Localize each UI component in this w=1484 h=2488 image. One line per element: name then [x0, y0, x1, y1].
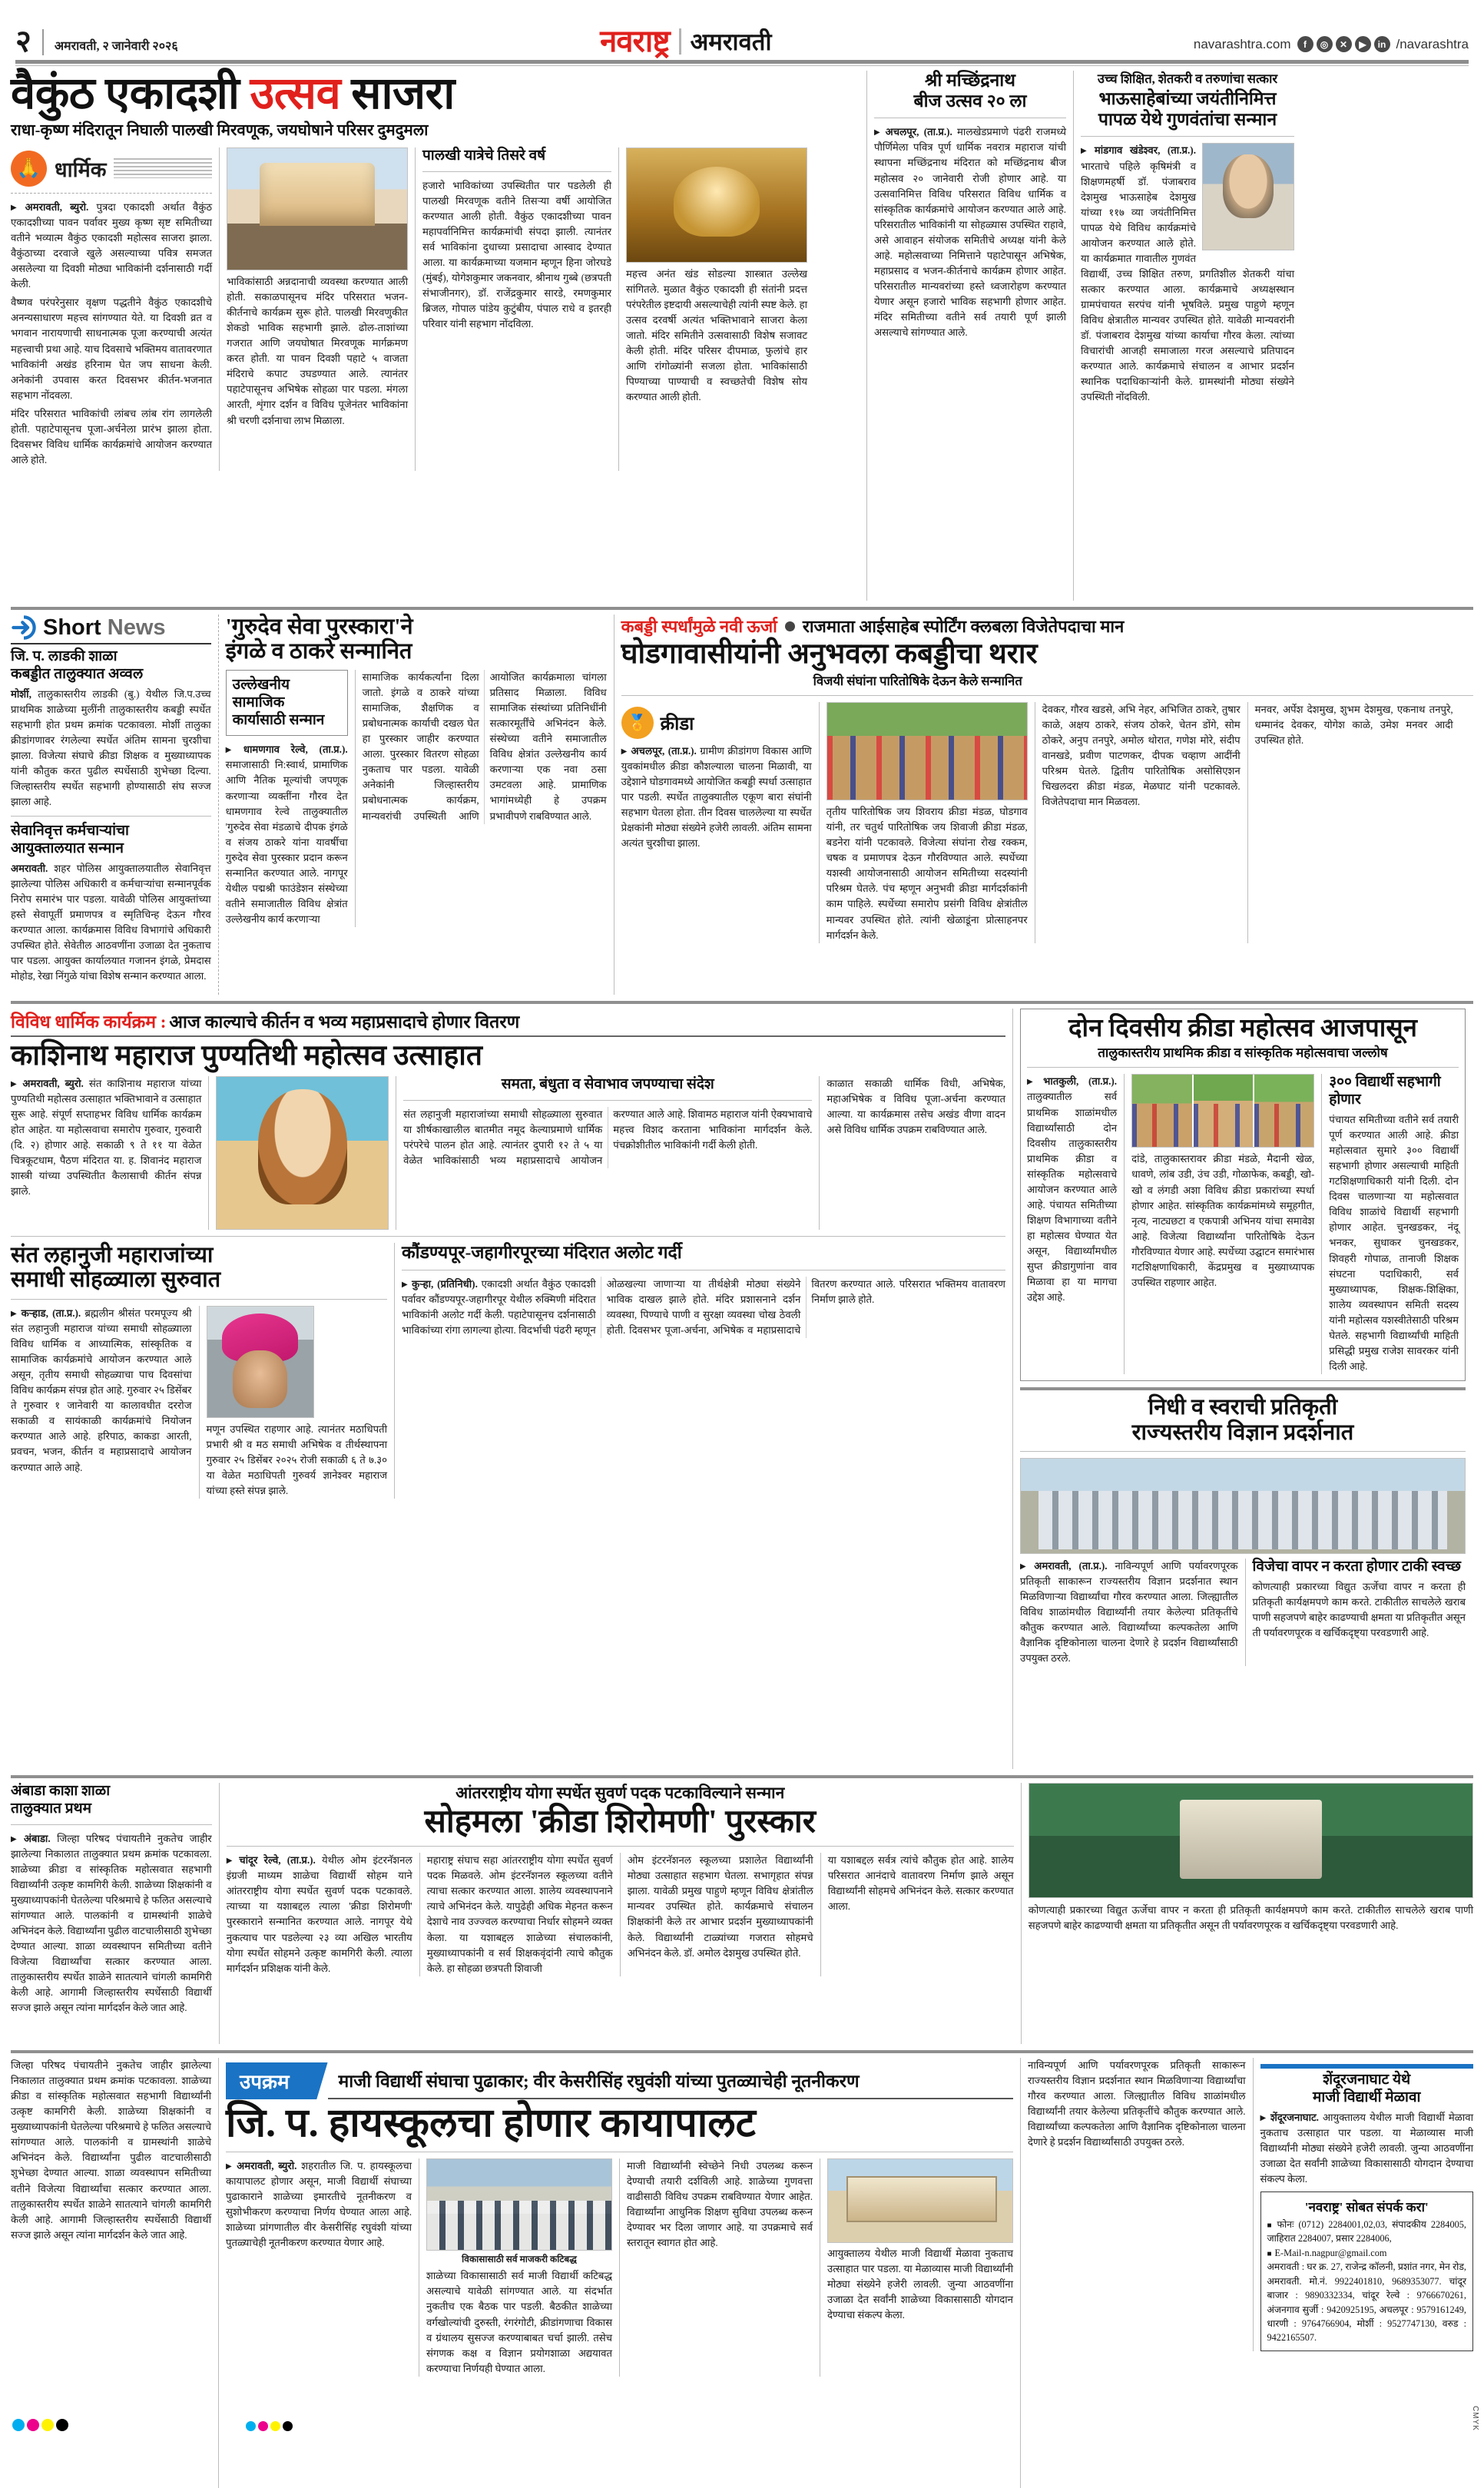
- sports-fest-col-photo: [1131, 1074, 1314, 1374]
- sn-item2-dateline: अमरावती.: [11, 862, 48, 874]
- lead-headline: [11, 68, 860, 118]
- sports-fest-title: दोन दिवसीय क्रीडा महोत्सव आजपासून: [1068, 1015, 1417, 1042]
- sn-item2-body: [11, 861, 211, 985]
- lead-col-d: [626, 147, 807, 471]
- yoga-story: [227, 1783, 1014, 2044]
- kaundanyapur-text: एकादशी अर्थात वैकुंठ एकादशी पर्वावर कौंडण्यपूर-जहागीरपूर येथील रुक्मिणी मंदिरात भाविकांनी अलोट गर्दी केली. पहाटेपासूनच दर्शनासाठी भाविकांच्या रांगा लागल्या होत्या. विदर्भाची पंढरी म्हणून ओळखल्या जाणाऱ्या या तीर्थक्षेत्री मोठ्या संख्येने भाविक दाखल झाले होते. मंदिर प्रशासनाने दर्शन व्यवस्था, पिण्याचे पाणी व सुरक्षा व्यवस्था चोख ठेवली होती. दिवसभर पूजा-अर्चना, अभिषेक व महाप्रसादाचे वितरण करण्यात आले. परिसरात भक्तिमय वातावरण निर्माण झाले होते.: [402, 1277, 1005, 1336]
- social-icons: [1297, 36, 1390, 52]
- section-sep-2: [1073, 71, 1074, 601]
- yoga-sep-3: [820, 1853, 821, 1976]
- bottom-right-sep: [1253, 2058, 1254, 2351]
- lead-photo-caption: पालखी यात्रेचे तिसरे वर्ष: [422, 147, 546, 164]
- facebook-icon[interactable]: f: [1297, 36, 1313, 52]
- science-title-2: राज्यस्तरीय विज्ञान प्रदर्शनात: [1131, 1420, 1354, 1445]
- sports-fest-body-left: [1027, 1074, 1117, 1305]
- initiative-col-photo: [426, 2158, 612, 2377]
- science-story: [1020, 1395, 1466, 1666]
- lead-body-c: हजारो भाविकांच्या उपस्थितीत पार पडलेली ही पालखी मिरवणूक वतीने तिसऱ्या वर्षी आयोजित करण्यात आली होती. वैकुंठ एकादशीच्या पावन महापर्वानिमित्त कार्यक्रमांची संपदा झाली. त्यानंतर सर्व भाविकांना दुधाच्या प्रसादाचा आस्वाद देण्यात आला. या कार्यक्रमाच्या यजमान म्हणून हिना जोरघडे (मुंबई), योगेशकुमार जकनवार, श्रीनाथ गुब्बे (छत्रपती संभाजीनगर), डॉ. राजेंद्रकुमार सारडे, रमणकुमार ब्रिजल, गोपाल पांडेय कुटुंबीय, पंपाल राधे व इतरही परिवार यांनी सहभाग नोंदविला.: [422, 179, 611, 330]
- kabaddi-kicker-red: कबड्डी स्पर्धांमुळे नवी ऊर्जा: [621, 617, 777, 636]
- yoga-sep-1: [419, 1853, 420, 1976]
- initiative-body-extra: आयुक्तालय येथील माजी विद्यार्थी मेळावा नुकताच उत्साहात पार पडला. या मेळाव्यास माजी विद्यार्थ्यांनी मोठ्या संख्येने हजेरी लावली. जुन्या आठवणींना उजाळा देत सर्वांनी शाळेच्या विकासासाठी योगदान देण्याचा संकल्प केला.: [827, 2248, 1013, 2321]
- award-dateline: ▶ धामणगाव रेल्वे, (ता.प्र.).: [226, 744, 348, 755]
- sn-item1-title-1: जि. प. लाडकी शाळा: [11, 648, 118, 664]
- lead-body-1: पुत्रदा एकादशी अर्थात वैकुंठ एकादशीच्या पावन पर्वावर मुख्य कृष्ण सृष्ट समितीच्या वतीने भव्यात्म वैकुंठ एकादशी महोत्सव साजरा झाला. वैकुंठाच्या दरवाजे खुले असल्याच्या पवित्र समजत असलेल्या या दिवशी मोठ्या भाविकांनी दर्शनासाठी गर्दी केली.: [11, 200, 212, 290]
- rule-after-third: [11, 1775, 1473, 1778]
- kaundanyapur-title: कौंडण्यपूर-जहागीरपूरच्या मंदिरात अलोट गर्दी: [402, 1242, 682, 1262]
- kaundanyapur-body: [402, 1277, 1005, 1338]
- machhindranath-dateline: ▶ अचलपूर, (ता.प्र.).: [874, 126, 952, 137]
- sn-item1-body: [11, 687, 211, 810]
- yoga-headline: [227, 1805, 1014, 1840]
- kabaddi-body-right: देवकर, गौरव खडसे, अभि नेहर, अभिजित ठाकरे, तुषार काळे, अक्षय ठाकरे, संजय ठोकरे, चेतन डोंगे, सोम ठोकरे, अनुप तनपुरे, अमोल थोरात, गणेश मोरे, संदीप वानखडे, प्रवीण पाटणकर, दीपक चव्हाण आदींनी परिश्रम घेतले. द्वितीय पारितोषिक असोसिएशन चिखलदरा क्रीडा मंडळ, मेळघाट यांनी पटकावले. विजेतेपदाचा मान मिळवला.: [1042, 704, 1241, 808]
- square-bullet-icon-2: [1267, 2248, 1275, 2258]
- lead-col-c: [422, 147, 611, 471]
- melava-dateline: ▶ शेंदूरजनाघाट.: [1260, 2112, 1319, 2123]
- melava-body: [1260, 2110, 1474, 2187]
- initiative-body-right: माजी विद्यार्थ्यांनी स्वेच्छेने निधी उपलब्ध करून देण्याची तयारी दर्शविली आहे. शाळेच्या गुणवत्ता वाढीसाठी विविध उपक्रम राबविण्यात येणार आहेत. विद्यार्थ्यांना आधुनिक शिक्षण सुविधा उपलब्ध करून देण्यावर भर दिला जाणार आहे. या उपक्रमाचे सर्व स्तरातून स्वागत होत आहे.: [627, 2160, 813, 2249]
- ambada-title-2: तालुक्यात प्रथम: [11, 1800, 92, 1817]
- ambada-text: जिल्हा परिषद पंचायतीने नुकतेच जाहीर झालेल्या निकालात तालुक्यात प्रथम क्रमांक पटकावला. शाळेच्या क्रीडा व सांस्कृतिक महोत्सवात सहभागी विद्यार्थ्यांनी उत्कृष्ट कामगिरी केली. शाळेच्या शिक्षकांनी व मुख्याध्यापकांनी घेतलेल्या परिश्रमाचे हे फलित असल्याचे सांगण्यात आले. पालकांनी व ग्रामस्थांनी शाळेचे अभिनंदन केले. विद्यार्थ्यांना पुढील वाटचालीसाठी शुभेच्छा देण्यात आल्या. शाळा व्यवस्थापन समितीच्या वतीने विजेत्या विद्यार्थ्यांचा सत्कार करण्यात आला. तालुकास्तरीय स्पर्धेत शाळेने सातत्याने चांगली कामगिरी केली आहे. आगामी जिल्हास्तरीय स्पर्धेसाठी विद्यार्थी सज्ज झाले असून त्यांना मार्गदर्शन केले जात आहे.: [11, 1832, 212, 2014]
- award-box-l1: उल्लेखनीय: [232, 676, 290, 693]
- award-title-2: इंगळे व ठाकरे सन्मानित: [225, 639, 412, 664]
- award-title-1: 'गुरुदेव सेवा पुरस्कारा'ने: [225, 615, 413, 639]
- masthead: [11, 0, 1473, 58]
- rel-sep-5: [11, 1236, 1005, 1237]
- lahanuji-dateline: ▶ कऱ्हाड, (ता.प्र.).: [11, 1307, 81, 1319]
- religious-col-body: [403, 1076, 812, 1230]
- short-news-word1: Short: [43, 615, 101, 640]
- col-sep-1: [219, 147, 220, 471]
- lead-subhead: राधा-कृष्ण मंदिरातून निघाली पालखी मिरवणूक, जयघोषाने परिसर दुमदुमला: [11, 122, 429, 140]
- cmyk-label: CMYK: [1471, 2406, 1479, 2431]
- religious-body-mid: संत लहानुजी महाराजांच्या समाधी सोहळ्याला सुरुवात या शीर्षकाखालील बातमीत नमूद केल्याप्रमाणे धार्मिक परंपरेचे पालन होत आहे. त्यानंतर दुपारी १२ ते ५ या वेळेत भाविकांसाठी भव्य महाप्रसादाचे आयोजन करण्यात आले आहे. शिवामठ महाराज यांनी ऐक्यभावाचे महत्त्व विशद करताना भाविकांना मार्गदर्शन केले. पंचक्रोशीतील भाविकांनी गर्दी केली होती.: [403, 1108, 813, 1166]
- school-building-photo: [827, 2158, 1013, 2243]
- sports-fest-text-left: तालुक्यातील सर्व प्राथमिक शाळांमधील विद्यार्थ्यांसाठी दोन दिवसीय तालुकास्तरीय प्राथमिक क्रीडा व सांस्कृतिक महोत्सवाचे आयोजन करण्यात आले आहे. पंचायत समितीच्या शिक्षण विभागाच्या वतीने हा महोत्सव घेण्यात येत असून, विद्यार्थ्यांमधील सुप्त क्रीडागुणांना वाव मिळावा हा या मागचा उद्देश आहे.: [1027, 1091, 1118, 1304]
- award-box: [226, 670, 348, 736]
- dateline-header: अमरावती, २ जानेवारी २०२६: [54, 40, 178, 53]
- science-model-block: [1029, 1783, 1473, 2044]
- jayanti-text: भारताचे पहिले कृषिमंत्री व शिक्षणमहर्षी डॉ. पंजाबराव देशमुख भाऊसाहेब देशमुख यांच्या ११७ व्या जयंतीनिमित्त पापळ येथे विविध कार्यक्रमांचे आयोजन करण्यात आले होते. या कार्यक्रमात गावातील गुणवंत विद्यार्थी, उच्च शिक्षित तरुण, प्रगतिशील शेतकरी यांचा सत्कार करण्यात आला. कार्यक्रमाचे अध्यक्षस्थान ग्रामपंचायत सरपंच यांनी भूषविले. प्रमुख पाहुणे म्हणून विविध क्षेत्रातील मान्यवर उपस्थित होते. यावेळी मान्यवरांनी डॉ. पंजाबराव देशमुख यांच्या कार्याचा गौरव केला. त्यांच्या विचारांची आजही समाजाला गरज असल्याचे प्रतिपादन करण्यात आले. कार्यक्रमाचे संचालन व आभार प्रदर्शन स्थानिक पदाधिकाऱ्यांनी केले. ग्रामस्थांनी मोठ्या संख्येने उपस्थिती नोंदविली.: [1081, 160, 1294, 403]
- kabaddi-body-left: [621, 744, 812, 851]
- social-handle: /navarashtra: [1396, 36, 1469, 51]
- yoga-col-a: [227, 1853, 412, 1976]
- initiative-badge: उपक्रम: [226, 2062, 308, 2099]
- brand-name: नवराष्ट्र: [600, 25, 670, 58]
- jayanti-title-2: पापळ येथे गुणवंतांचा सन्मान: [1098, 109, 1277, 129]
- award-sep: [355, 670, 356, 927]
- right-column-third: [1020, 1009, 1466, 1769]
- instagram-icon[interactable]: ◎: [1317, 36, 1333, 52]
- lahanuji-col-a: [11, 1306, 192, 1499]
- bullet-dot-icon: [785, 621, 795, 631]
- second-section: [11, 615, 1473, 995]
- science-dateline: ▶ अमरावती, (ता.प्र.).: [1020, 1560, 1108, 1572]
- contact-email: [1267, 2246, 1467, 2260]
- lahanuji-title-1: संत लहानुजी महाराजांच्या: [11, 1242, 214, 1267]
- religious-tag-red: विविध धार्मिक कार्यक्रम :: [11, 1012, 167, 1032]
- cmyk2-black: [283, 2421, 293, 2431]
- cmyk-registration-marks: [12, 2419, 68, 2431]
- lead-dateline: ▶ अमरावती, ब्युरो.: [11, 201, 88, 213]
- sports-fest-col-right: [1329, 1074, 1459, 1374]
- bottom-section: [11, 2058, 1473, 2488]
- sf-sep-2: [1321, 1074, 1322, 1374]
- top-section: [11, 68, 1473, 601]
- religious-dateline: ▶ अमरावती, ब्युरो.: [11, 1078, 84, 1089]
- yoga-dateline: ▶ चांदूर रेल्वे, (ता.प्र.).: [227, 1854, 316, 1866]
- science-sub-title: विजेचा वापर न करता होणार टाकी स्वच्छ: [1252, 1558, 1461, 1575]
- initiative-body-mid: शाळेच्या विकासासाठी सर्व माजी विद्यार्थी कटिबद्ध असल्याचे यावेळी सांगण्यात आले. या संदर्भात नुकतीच एक बैठक पार पडली. बैठकीत शाळेच्या वर्गखोल्यांची दुरुस्ती, रंगरंगोटी, क्रीडांगणाचा विकास व ग्रंथालय सुसज्ज करण्याबाबत चर्चा झाली. तसेच संगणक कक्ष व विज्ञान प्रयोगशाळा अद्ययावत करण्याचा निर्णयही घेण्यात आला.: [426, 2270, 612, 2374]
- award-body-left: [226, 742, 348, 927]
- science-sub-body: कोणत्याही प्रकारच्या विद्युत ऊर्जेचा वापर न करता ही प्रतिकृती कार्यक्षमपणे काम करते. टाकीतील साचलेले खराब पाणी सहजपणे बाहेर काढण्याची क्षमता या प्रतिकृतीत असून ती पर्यावरणपूरक व खर्चिकदृष्ट्या परवडणारी आहे.: [1252, 1580, 1466, 1638]
- page-number: २: [15, 25, 31, 58]
- kabaddi-kicker-black: राजमाता आईसाहेब स्पोर्टिंग क्लबला विजेतेपदाचा मान: [802, 617, 1125, 636]
- initiative-dateline: ▶ अमरावती, ब्युरो.: [226, 2160, 296, 2172]
- contact-phone: [1267, 2218, 1467, 2246]
- machhindranath-body: [874, 124, 1066, 340]
- yoga-col-b: [427, 1853, 613, 1976]
- yoga-text-left: येथील ओम इंटरनॅशनल इंग्रजी माध्यम शाळेचा विद्यार्थी सोहम याने आंतरराष्ट्रीय योगा स्पर्धेत सुवर्ण पदक पटकावले. त्याच्या या यशाबद्दल त्याला 'क्रीडा शिरोमणी' पुरस्काराने सन्मानित करण्यात आले. नागपूर येथे नुकत्याच पार पडलेल्या २३ व्या अखिल भारतीय योगा स्पर्धेत सोहमने उत्कृष्ट कामगिरी केली. त्याला मार्गदर्शन प्रशिक्षक यांनी केले.: [226, 1854, 412, 1974]
- init-sep-2: [619, 2158, 620, 2377]
- religious-col-a: [11, 1076, 201, 1230]
- kabaddi-body-far: मनवर, अर्पेश देशमुख, शुभम देशमुख, एकनाथ तनपुरे, धम्मानंद देवकर, योगेश काळे, उमेश मनवर आदी उपस्थित होते.: [1254, 704, 1453, 747]
- initiative-headline: जि. प. हायस्कूलचा होणार कायापालट: [226, 2102, 756, 2145]
- science-body: [1020, 1559, 1238, 1666]
- lahanuji-col-b: [207, 1306, 388, 1499]
- lead-headline-part1: वैकुंठ एकादशी: [11, 68, 250, 118]
- initiative-text-left: शहरातील जि. प. हायस्कूलचा कायापालट होणार असून, माजी विद्यार्थी संघाच्या पुढाकाराने शाळेच्या इमारतीचे नूतनीकरण व सुशोभीकरण करण्याचा निर्णय घेण्यात आला आहे. शाळेच्या प्रांगणातील वीर केसरीसिंह रघुवंशी यांच्या पुतळ्याचेही नूतनीकरण करण्यात येणार आहे.: [226, 2160, 412, 2249]
- sn-item2-title-1: सेवानिवृत्त कर्मचाऱ्यांचा: [11, 823, 129, 840]
- lahanuji-body2: मणून उपस्थित राहणार आहे. त्यानंतर मठाधिपती प्रभारी श्री व मठ समाधी अभिषेक व तीर्थस्थापना गुरुवार २५ डिसेंबर २०२५ रोजी सकाळी ६ ते ७.३० या वेळेत मठाधिपती गुरुवर्य ज्ञानेश्वर महाराज यांच्या हस्ते संपन्न झाले.: [206, 1423, 387, 1497]
- award-box-l3: कार्यासाठी सन्मान: [232, 711, 325, 728]
- kaund-sep: [402, 1270, 1005, 1271]
- lahanuji-title-2: समाधी सोहळ्याला सुरुवात: [11, 1267, 221, 1293]
- short-news-label: [43, 615, 166, 641]
- maharaj-turban-photo: [207, 1306, 314, 1418]
- melava-left: [1028, 2058, 1246, 2351]
- kabaddi-col-photo: [826, 702, 1028, 943]
- lead-body-d: महत्त्व अनंत खंड सोडल्या शास्त्रात उल्लेख सांगितले. मुळात वैकुंठ एकादशी ही संतांनी प्रदत्त परंपरेतील इष्टदायी असल्याचेही त्यांनी स्पष्ट केले. हा उत्सव दरवर्षी अत्यंत भक्तिभावाने साजरा केला जातो. मंदिर समितीने उत्सवासाठी विशेष सजावट केली होती. मंदिर परिसर दीपमाळ, फुलांचे हार आणि रांगोळ्यांनी सजला होता. भाविकांसाठी पिण्याच्या पाण्याची व स्वच्छतेची विशेष सोय करण्यात आली होती.: [626, 267, 807, 403]
- sn-item1-title-2: कबड्डीत तालुक्यात अव्वल: [11, 665, 144, 682]
- machhindranath-title-1: श्री मच्छिंद्रनाथ: [925, 71, 1015, 90]
- yoga-headline-p1: सोहमला: [424, 1804, 530, 1840]
- badge-decor-lines: [114, 158, 212, 178]
- religious-body-left: [11, 1076, 201, 1200]
- kabaddi-text-left: ग्रामीण क्रीडांगण विकास आणि युवकांमधील क्रीडा कौशल्याला चालना मिळावी, या उद्देशाने घोडगावमध्ये आयोजित कबड्डी स्पर्धा उत्साहात पार पडली. स्पर्धेत तालुक्यातील एकूण बारा संघांनी सहभाग घेतला होता. तीन दिवस चाललेल्या या स्पर्धेत प्रेक्षकांनी मोठ्या संख्येने हजेरी लावली. अंतिम सामना अत्यंत चुरशीचा झाला.: [621, 745, 812, 850]
- sports-fest-body-right: पंचायत समितीच्या वतीने सर्व तयारी पूर्ण करण्यात आली आहे. क्रीडा महोत्सवात सुमारे ३०० विद्यार्थी सहभागी होणार असल्याची माहिती गटशिक्षणाधिकारी यांनी दिली. दोन दिवस चालणाऱ्या या महोत्सवात विविध शाळांचे विद्यार्थी सहभागी होणार आहेत. चुनखडकर, नंदू भनकर, सुधाकर चुनखडकर, शिवहरी गोपाळ, तानाजी शिक्षक संघटना पदाधिकारी, सर्व मुख्याध्यापक, शिक्षक-शिक्षिका, शालेय व्यवस्थापन समिती सदस्य यांनी महोत्सव यशस्वीतेसाठी परिश्रम घेतले. सहभागी विद्यार्थ्यांची माहिती प्रसिद्धी प्रमुख राजेश सावरकर यांनी दिली आहे.: [1329, 1113, 1459, 1372]
- yoga-body-far: या यशाबद्दल सर्वत्र त्यांचे कौतुक होत आहे. शालेय परिसरात आनंदाचे वातावरण निर्माण झाले असून विद्यार्थ्यांनी सोहमचे अभिनंदन केले. सत्कार करण्यात आला.: [827, 1854, 1014, 1913]
- rule-sports-science: [1020, 1387, 1466, 1390]
- deity-idol-photo: [626, 147, 807, 263]
- saint-portrait-photo: [216, 1076, 389, 1230]
- yoga-col-c: [628, 1853, 813, 1976]
- science-col-a: [1020, 1559, 1238, 1666]
- blue-divider-bar: [1260, 2064, 1474, 2069]
- sci-sep-2: [1245, 1559, 1246, 1666]
- ambada-continued: जिल्हा परिषद पंचायतीने नुकतेच जाहीर झालेल्या निकालात तालुक्यात प्रथम क्रमांक पटकावला. शाळेच्या क्रीडा व सांस्कृतिक महोत्सवात सहभागी विद्यार्थ्यांनी उत्कृष्ट कामगिरी केली. शाळेच्या शिक्षकांनी व मुख्याध्यापकांनी घेतलेल्या परिश्रमाचे हे फलित असल्याचे सांगण्यात आले. पालकांनी व ग्रामस्थांनी शाळेचे अभिनंदन केले. विद्यार्थ्यांना पुढील वाटचालीसाठी शुभेच्छा देण्यात आल्या. शाळा व्यवस्थापन समितीच्या वतीने विजेत्या विद्यार्थ्यांचा सत्कार करण्यात आला. तालुकास्तरीय स्पर्धेत शाळेने सातत्याने चांगली कामगिरी केली आहे. आगामी जिल्हास्तरीय स्पर्धेसाठी विद्यार्थी सज्ज झाले असून त्यांना मार्गदर्शन केले जात आहे.: [11, 2059, 211, 2241]
- contact-addresses: अमरावती : घर क्र. 27, राजेन्द्र कॉलनी, प्रशांत नगर, मेन रोड, अमरावती. मो.नं. 9922401810, 9689353077. चांदूर बाजार : 9890332334, चांदूर रेल्वे : 9766670261, अंजनगाव सुर्जी : 9420925195, अचलपूर : 9579161249, धारणी : 9764766904, मोर्शी : 9527747130, वरुड : 9422165507.: [1267, 2261, 1466, 2344]
- jayanti-story: [1081, 71, 1294, 601]
- sf-sep: [1027, 1067, 1459, 1068]
- science-carry-text: नाविन्यपूर्ण आणि पर्यावरणपूरक प्रतिकृती साकारून राज्यस्तरीय विज्ञान प्रदर्शनात स्थान मिळविणाऱ्या विद्यार्थ्यांचा गौरव करण्यात आला. जिल्ह्यातील विविध शाळांमधील विद्यार्थ्यांनी तयार केलेल्या प्रतिकृतींचे कौतुक करण्यात आले. विद्यार्थ्यांच्या कल्पकतेला आणि वैज्ञानिक दृष्टिकोनाला चालना देणारे हे प्रदर्शन विद्यार्थ्यांसाठी उपयुक्त ठरले.: [1028, 2059, 1246, 2148]
- rule-after-top: [11, 607, 1473, 610]
- rule-after-fourth: [11, 2050, 1473, 2053]
- masthead-rule-thin: [15, 65, 1469, 66]
- religious-body-right: काळात सकाळी धार्मिक विधी, अभिषेक, महाअभिषेक व विविध पूजा-अर्चना करण्यात आल्या. या कार्यक्रमास तसेच अखंड वीणा वादन असे विविध धार्मिक उपक्रम राबविण्यात आले.: [826, 1077, 1006, 1136]
- initiative-ribbon: [226, 2062, 1013, 2099]
- initiative-col-c: [627, 2158, 813, 2377]
- initiative-story: [226, 2058, 1013, 2488]
- ribbon-skew-shape: [308, 2062, 328, 2099]
- amb-sep: [11, 1824, 212, 1825]
- melava-title-2: माजी विद्यार्थी मेळावा: [1313, 2089, 1421, 2105]
- col-sep-2: [415, 147, 416, 471]
- masthead-divider: [42, 29, 44, 55]
- lead-body-2: वैष्णव परंपरेनुसार वृक्षण पद्धतीने वैकुंठ एकादशीचे अनन्यसाधारण महत्त्व सांगण्यात येते. या दिवशी व्रत व भगवान नारायणाची साधनात्मक पूजा करण्याची अत्यंत महत्त्वाची प्रथा आहे. याच दिवसाचे भक्तिमय वातावरणात भाविकांनी अखंड हरिनाम घेत जप साधना केली. अनेकांनी उपवास करत दिवसभर कीर्तन-भजनात सहभाग नोंदवला.: [11, 297, 212, 401]
- kabaddi-col-right: [1042, 702, 1241, 943]
- kabaddi-subhead: विजयी संघांना पारितोषिके देऊन केले सन्मानित: [813, 673, 1022, 688]
- category-label: धार्मिक: [55, 157, 107, 181]
- sports-photo-2: [1194, 1075, 1253, 1147]
- machhindranath-text: मालखेडप्रमाणे पंढरी राजमध्ये पौर्णिमेला पवित्र पूर्ण धार्मिक नवरात्र महाराज यांची स्थापना मच्छिंद्रनाथ मंदिरात को मच्छिंद्रनाथ बीज महोत्सव २० जानेवारी रोजी होणार आहे. या उत्सवानिमित्त विविध परिसरात विविध धार्मिक व सांस्कृतिक कार्यक्रमांचे आयोजन करण्यात आले आहे. परिसरातील भाविकांनी या सोहळ्यास उपस्थित राहावे, असे आवाहन संयोजक समितीचे अध्यक्ष यांनी केले आहे. महोत्सवाच्या निमित्ताने पहाटेपासून अभिषेक, महाप्रसाद व भजन-कीर्तनाचे कार्यक्रम होणार आहेत. परिसरातील मान्यवरांच्या हस्ते ध्वजारोहण करण्यात येणार असून हजारो भाविक सहभागी होणार आहेत. मंदिर समितीच्या वतीने सर्व तयारी पूर्ण झाली असल्याचे सांगण्यात आले.: [874, 126, 1067, 339]
- col-sep-3: [618, 147, 619, 471]
- cmyk-magenta: [27, 2419, 39, 2431]
- lead-col-b: [227, 147, 408, 471]
- contact-email-text[interactable]: E-Mail-n.nagpur@gmail.com: [1274, 2247, 1387, 2258]
- rel-sep-4: [819, 1076, 820, 1230]
- sn-item2-title-2: आयुक्तालयात सन्मान: [11, 840, 124, 856]
- yoga-headline-p2: पुरस्कार: [717, 1804, 816, 1840]
- science-text: नाविन्यपूर्ण आणि पर्यावरणपूरक प्रतिकृती साकारून राज्यस्तरीय विज्ञान प्रदर्शनात स्थान मिळविणाऱ्या विद्यार्थ्यांचा गौरव करण्यात आला. जिल्ह्यातील विविध शाळांमधील विद्यार्थ्यांनी तयार केलेल्या प्रतिकृतींचे कौतुक करण्यात आले. विद्यार्थ्यांच्या कल्पकतेला आणि वैज्ञानिक दृष्टिकोनाला चालना देणारे हे प्रदर्शन विद्यार्थ्यांसाठी उपयुक्त ठरले.: [1020, 1559, 1238, 1665]
- contact-title: 'नवराष्ट्र' सोबत संपर्क करा': [1304, 2199, 1429, 2215]
- sports-fest-subhead: तालुकास्तरीय प्राथमिक क्रीडा व सांस्कृतिक महोत्सवाचा जल्लोष: [1098, 1045, 1388, 1060]
- religious-text-left: संत काशिनाथ महाराज यांच्या पुण्यतिथी महोत्सव उत्साहात भक्तिभावाने व उत्साहात सुरू आहे. संपूर्ण सप्ताहभर विविध धार्मिक कार्यक्रम होत आहेत. या महोत्सवाचा समारोप गुरुवार, गुरुवारी (दि. २) होणार आहे. सकाळी ९ ते ११ या वेळेत चित्रकूटधाम, पैठण मंदिरात या. ह. शिवानंद महाराज शास्त्री यांच्या उपस्थितीत कैलासाची कीर्तन संपन्न झाले.: [11, 1077, 202, 1198]
- cmyk2-cyan: [246, 2421, 256, 2431]
- science-exhibition-photo: [1020, 1458, 1466, 1554]
- sn-sep: [11, 816, 211, 817]
- fourth-sep-1: [219, 1783, 220, 2044]
- sn-item1-text: तालुकास्तरीय लाडकी (बु.) येथील जि.प.उच्च प्राथमिक शाळेच्या मुलींनी तालुकास्तरीय कबड्डी स्पर्धेत सहभागी होत प्रथम क्रमांक पटकावला. मोर्शी तालुका क्रीडांगणावर रंगलेल्या स्पर्धेत अंतिम सामना चुरशीचा झाला. विजेत्या संघाचे क्रीडा शिक्षक व मुख्याध्यापक यांनी कौतुक करत पुढील स्पर्धेसाठी शुभेच्छा दिल्या. जिल्हास्तरीय स्पर्धेत सहभागी होण्यासाठी संघ सज्ज झाला आहे.: [11, 687, 211, 808]
- yoga-body-mid: महाराष्ट्र संघाच सहा आंतरराष्ट्रीय योगा स्पर्धेत सुवर्ण पदक मिळवले. ओम इंटरनॅशनल स्कूलच्या वतीने त्याचा सत्कार करण्यात आला. शालेय व्यवस्थापनाने त्याचे अभिनंदन केले. यापुढेही अधिक मेहनत करून देशाचे नाव उज्ज्वल करण्याचा निर्धार सोहमने व्यक्त केला. या यशाबद्दल शाळेच्या संचालकांनी, मुख्याध्यापकांनी व सर्व शिक्षकवृंदांनी त्याचे कौतुक केले. हा सोहळा छत्रपती शिवाजी: [426, 1854, 613, 1974]
- jayanti-title-1: भाऊसाहेबांच्या जयंतीनिमित्त: [1098, 89, 1277, 109]
- religious-story: [11, 1009, 1005, 1769]
- short-news-header: [11, 615, 211, 641]
- cmyk2-magenta: [258, 2421, 268, 2431]
- initiative-col-a: [226, 2158, 412, 2377]
- c6-sep: [1081, 136, 1294, 137]
- school-alumni-group-photo: [426, 2158, 612, 2251]
- bottom-sep-2: [1020, 2058, 1021, 2488]
- initiative-tagline: माजी विद्यार्थी संघाचा पुढाकार; वीर केसरीसिंह रघुवंशी यांच्या पुतळ्याचेही नूतनीकरण: [328, 2062, 1013, 2099]
- yoga-sep: [227, 1846, 1014, 1847]
- kabaddi-col-far: [1255, 702, 1453, 943]
- contact-box: [1260, 2191, 1474, 2351]
- sec2-sep-1: [218, 615, 219, 995]
- jayanti-kicker: उच्च शिक्षित, शेतकरी व तरुणांचा सत्कार: [1097, 71, 1278, 86]
- kabaddi-dateline: ▶ अचलपूर, (ता.प्र.).: [621, 745, 697, 757]
- praying-hands-icon: 🙏: [11, 151, 47, 187]
- religious-subhead: समता, बंधुता व सेवाभाव जपण्याचा संदेश: [501, 1075, 714, 1092]
- cmyk2-yellow: [270, 2421, 280, 2431]
- rel-sep-1: [208, 1076, 209, 1230]
- science-col-b: [1253, 1559, 1466, 1666]
- sports-fest-col-a: [1027, 1074, 1117, 1374]
- sn-item1-dateline: मोर्शी,: [11, 687, 31, 700]
- kaundanyapur-dateline: ▶ कुऱ्हा, (प्रतिनिधी).: [402, 1278, 478, 1290]
- religious-col-right: [826, 1076, 1005, 1230]
- yoga-col-d: [828, 1853, 1014, 1976]
- short-news-block: [11, 615, 211, 995]
- bottom-right-column: [1028, 2058, 1473, 2488]
- category-badge: [11, 151, 212, 187]
- lead-headline-highlight: उत्सव: [250, 68, 341, 118]
- ambada-dateline: ▶ अंबाडा.: [11, 1833, 51, 1844]
- yoga-sep-2: [620, 1853, 621, 1976]
- melava-title-1: शेंदूरजनाघाट येथे: [1323, 2072, 1411, 2088]
- yoga-headline-quote: 'क्रीडा शिरोमणी': [529, 1804, 717, 1840]
- ambada-body: [11, 1831, 212, 2016]
- sports-fest-kicker-right: ३०० विद्यार्थी सहभागी होणार: [1329, 1074, 1441, 1108]
- sports-photo-3: [1254, 1075, 1313, 1147]
- kabaddi-col-left: [621, 702, 812, 943]
- bottom-sep-1: [218, 2058, 219, 2488]
- school-sports-photos: [1131, 1074, 1314, 1148]
- rule-after-second: [11, 1001, 1473, 1004]
- lead-headline-part2: साजरा: [340, 68, 455, 118]
- lead-col-a: [11, 147, 212, 471]
- sport-label: क्रीडा: [660, 714, 694, 734]
- ambada-story: [11, 1783, 212, 2044]
- award-box-l2: सामाजिक: [232, 694, 285, 711]
- lead-body-3: मंदिर परिसरात भाविकांची लांबच लांब रांग लागलेली होती. पहाटेपासूनच पूजा-अर्चनेला प्रारंभ झाला होता. दिवसभर विविध धार्मिक कार्यक्रमांचे आयोजन करण्यात आले होते.: [11, 407, 212, 465]
- linkedin-icon[interactable]: in: [1374, 36, 1390, 52]
- machhindranath-story: [874, 71, 1066, 601]
- arrow-circle-icon: [11, 615, 37, 641]
- youtube-icon[interactable]: ▶: [1355, 36, 1371, 52]
- sf-sep-1: [1124, 1074, 1125, 1374]
- water-tank-model-photo: [1029, 1783, 1473, 1898]
- machhindranath-title-2: बीज उत्सव २० ला: [913, 91, 1027, 111]
- short-news-word2: News: [107, 615, 166, 640]
- religious-tag-black: आज काल्याचे कीर्तन व भव्य महाप्रसादाचे होणार वितरण: [169, 1012, 520, 1032]
- kabaddi-body-mid: तृतीय पारितोषिक जय शिवराय क्रीडा मंडळ, घोडगाव यांनी, तर चतुर्थ पारितोषिक जय शिवाजी क्रीडा मंडळ, बडनेरा यांनी पटकावले. विजेत्या संघांना रोख रक्कम, चषक व प्रमाणपत्र देऊन गौरविण्यात आले. स्पर्धेच्या यशस्वी आयोजनासाठी आयोजन समितीच्या सदस्यांनी परिश्रम घेतले. पंच म्हणून अनुभवी क्रीडा मार्गदर्शकांनी काम पाहिले. स्पर्धेच्या समारोप प्रसंगी विविध क्षेत्रांतील मान्यवर उपस्थित होते. त्यांनी खेळाडूंना प्रोत्साहनपर मार्गदर्शन केले.: [826, 806, 1028, 941]
- edition-name: अमरावती: [690, 28, 772, 55]
- fourth-section: [11, 1783, 1473, 2044]
- yoga-body-right: ओम इंटरनॅशनल स्कूलच्या प्रशालेत विद्यार्थ्यांनी मोठ्या उत्साहात सहभाग घेतला. सभागृहात संपन्न झाला. यावेळी प्रमुख पाहुणे म्हणून विविध क्षेत्रांतील मान्यवर उपस्थित होते. कार्यक्रमाचे संचालन शिक्षकांनी केले तर आभार प्रदर्शन मुख्याध्यापकांनी केले. विद्यार्थ्यांनी टाळ्यांच्या गजरात सोहमचे अभिनंदन केले. डॉ. अमोल देशमुख उपस्थित होते.: [627, 1854, 813, 1959]
- leader-portrait-photo: [1202, 143, 1294, 250]
- lah-sep: [11, 1299, 387, 1300]
- religious-col-photo: [216, 1076, 389, 1230]
- kabaddi-sep: [621, 695, 1473, 696]
- jayanti-dateline: ▶ मांडगाव खंडेश्वर, (ता.प्र.).: [1081, 144, 1196, 156]
- sports-fest-dateline: ▶ भातकुली, (ता.प्र.).: [1027, 1075, 1117, 1087]
- kabaddi-story: [621, 615, 1473, 995]
- lead-story: [11, 68, 860, 601]
- cmyk-cyan: [12, 2419, 25, 2431]
- lead-sep: [11, 193, 212, 194]
- religious-headline: काशिनाथ महाराज पुण्यतिथी महोत्सव उत्साहात: [11, 1040, 482, 1072]
- cmyk-registration-marks-2: [246, 2421, 293, 2431]
- rel-sep-3: [403, 1100, 812, 1101]
- masthead-logo: [600, 26, 771, 57]
- lead-sep-c: [422, 171, 611, 172]
- fourth-sep-2: [1021, 1783, 1022, 2044]
- kabaddi-sep-1: [819, 702, 820, 943]
- third-section: [11, 1009, 1473, 1769]
- award-text-left: समाजासाठी नि:स्वार्थ, प्रामाणिक आणि नैतिक मूल्यांची जपणूक करणाऱ्या व्यक्तींना गौरव देत धामणगाव रेल्वे तालुक्यातील 'गुरुदेव सेवा मंडळाचे दीपक इंगळे व संजय ठाकरे यांना यावर्षीचा गुरुदेव सेवा पुरस्कार प्रदान करून सन्मानित करण्यात आले. नागपूर येथील पद्मश्री फाउंडेशन संस्थेच्या वतीने समाजातील विविध क्षेत्रांत उल्लेखनीय कार्य करणाऱ्या: [225, 759, 348, 926]
- yoga-body-left: [227, 1853, 412, 1976]
- kabaddi-match-photo: [826, 702, 1028, 800]
- lah-sep-2: [199, 1306, 200, 1499]
- sports-fest-body-mid: दांडे, तालुकास्तरावर क्रीडा मंडळे, मैदानी खेळ, धावणे, लांब उडी, उंच उडी, गोळाफेक, कबड्डी, खो-खो व लंगडी अशा विविध क्रीडा प्रकारांच्या स्पर्धा होणार आहेत. सांस्कृतिक कार्यक्रमांमध्ये समूहगीत, नृत्य, नाट्यछटा व एकपात्री अभिनय यांचा समावेश आहे. विजेत्या विद्यार्थ्यांना पारितोषिके देऊन गौरविण्यात येणार आहे. स्पर्धेच्या उद्घाटन समारंभास गटशिक्षणाधिकारी, केंद्रप्रमुख व मुख्याध्यापक उपस्थित राहणार आहेत.: [1131, 1153, 1315, 1288]
- trophy-icon: 🏅: [621, 707, 654, 739]
- award-highlight-box: [226, 670, 348, 927]
- lahanuji-body: [11, 1306, 192, 1476]
- contact-phone-text: फोनः (0712) 2284001,02,03, संपादकीय 2284005, जाहिरात 2284007, प्रसार 2284006,: [1267, 2218, 1466, 2245]
- melava-text: आयुक्तालय येथील माजी विद्यार्थी मेळावा नुकताच उत्साहात पार पडला. या मेळाव्यास माजी विद्यार्थ्यांनी मोठ्या संख्येने हजेरी लावली. जुन्या आठवणींना उजाळा देत सर्वांनी शाळेच्या विकासासाठी योगदान देण्याचा संकल्प केला.: [1260, 2111, 1473, 2185]
- x-twitter-icon[interactable]: ✕: [1336, 36, 1352, 52]
- masthead-right: [1194, 36, 1469, 55]
- brand-separator: [679, 28, 681, 55]
- science-title-1: निधी व स्वराची प्रतिकृती: [1148, 1395, 1338, 1420]
- kabaddi-sep-3: [1247, 702, 1248, 943]
- award-col-right: [363, 670, 607, 927]
- award-body-right: सामाजिक कार्यकर्त्यांना दिला जातो. इंगळे व ठाकरे यांच्या सामाजिक, शैक्षणिक व प्रबोधनात्मक कार्याची दखल घेत हा पुरस्कार जाहीर करण्यात आला. पुरस्कार वितरण सोहळा नुकताच पार पडला. यावेळी अनेकांनी जिल्हास्तरीय प्रबोधनात्मक कार्यक्रम, मान्यवरांची उपस्थिती आणि आयोजित कार्यक्रमाला चांगला प्रतिसाद मिळाला. विविध सामाजिक संस्थांच्या प्रतिनिधींनी सत्कारमूर्तींचे अभिनंदन केले. संस्थेच्या वतीने समाजातील विविध क्षेत्रांत उल्लेखनीय कार्य करणाऱ्या एक नवा ठसा उमटवला आहे. प्रामाणिक भागांमध्येही हे उपक्रम प्रभावीपणे राबविण्यात आले.: [362, 671, 607, 822]
- lahanuji-story: [11, 1243, 387, 1499]
- sport-badge: [621, 707, 812, 739]
- third-sep-main: [1012, 1009, 1013, 1769]
- website-url[interactable]: navarashtra.com: [1193, 36, 1291, 51]
- sci-sep: [1020, 1451, 1466, 1452]
- ambada-title-1: अंबाडा काशा शाळा: [11, 1783, 111, 1799]
- lead-body-b: भाविकांसाठी अन्नदानाची व्यवस्था करण्यात आली होती. सकाळपासूनच मंदिर परिसरात भजन-कीर्तनाचे कार्यक्रम सुरू होते. पालखी मिरवणुकीत शेकडो भाविक सहभागी झाले. ढोल-ताशांच्या गजरात आणि जयघोषात मिरवणूक मार्गक्रमण करत होती. या पावन दिवशी पहाटे ५ वाजता मंदिराचे कपाट उघडण्यात आले. त्यानंतर पहाटेपासूनच अभिषेक सोहळा पार पडला. मंगला आरती, शृंगार दर्शन व विविध पूजेनंतर भाविकांना श्री चरणी दर्शनाचा लाभ मिळाला.: [227, 275, 408, 426]
- sports-photo-1: [1132, 1075, 1191, 1147]
- masthead-rule-thick: [15, 60, 1469, 64]
- square-bullet-icon: [1267, 2219, 1277, 2230]
- science-model-body: कोणत्याही प्रकारच्या विद्युत ऊर्जेचा वापर न करता ही प्रतिकृती कार्यक्षमपणे काम करते. टाकीतील साचलेले खराब पाणी सहजपणे बाहेर काढण्याची क्षमता या प्रतिकृतीत असून ती पर्यावरणपूरक व खर्चिकदृष्ट्या परवडणारी आहे.: [1028, 1904, 1473, 1932]
- cmyk-black: [56, 2419, 68, 2431]
- sn-item2-text: शहर पोलिस आयुक्तालयातील सेवानिवृत्त झालेल्या पोलिस अधिकारी व कर्मचाऱ्यांचा सन्मानपूर्वक निरोप समारंभ पार पडला. यावेळी पोलिस आयुक्तांच्या हस्ते सेवापूर्ती प्रमाणपत्र व स्मृतिचिन्ह देऊन गौरव करण्यात आला. कार्यक्रमास विविध विभागांचे अधिकारी उपस्थित होते. सेवेतील आठवणींना उजाळा देत नुकताच पार पडला. आयुक्त कार्यालयात गजानन इंगळे, प्रेमदास मोहोड, रेखा निंगुळे यांचा विशेष सन्मान करण्यात आला.: [11, 862, 211, 982]
- cmyk-yellow: [41, 2419, 54, 2431]
- award-story: [226, 615, 607, 995]
- lahanuji-text: ब्रह्मलीन श्रीसंत परमपूज्य श्री संत लहानुजी महाराज यांच्या समाधी सोहळ्याला विविध धार्मिक व आध्यात्मिक, सांस्कृतिक व सामाजिक कार्यक्रमांचे आयोजन करण्यात आले असून, तृतीय समाधी सोहळ्याचा पाच दिवसांचा विविध कार्यक्रम संपन्न होत आहे. गुरुवार २५ डिसेंबर ते गुरुवार १ जानेवारी या कालावधीत दररोज सकाळी व सायंकाळी कार्यक्रमांचे नियोजन करण्यात आले आहे. हरिपाठ, काकडा आरती, प्रवचन, भजन, कीर्तन व महाप्रसादाचे आयोजन करण्यात आले आहे.: [11, 1307, 192, 1473]
- initiative-photo-caption: विकासासाठी सर्व माजकरी कटिबद्ध: [462, 2254, 577, 2265]
- masthead-left: [15, 25, 178, 58]
- lead-body-a: [11, 200, 212, 468]
- yoga-kicker: आंतरराष्ट्रीय योगा स्पर्धेत सुवर्ण पदक पटकाविल्याने सन्मान: [455, 1784, 785, 1802]
- initiative-body-left: [226, 2158, 412, 2251]
- temple-procession-photo: [227, 147, 408, 270]
- kabaddi-headline: घोडगावासीयांनी अनुभवला कबड्डीचा थरार: [621, 638, 1038, 670]
- rel-sep-6: [394, 1243, 395, 1499]
- sports-fest-story: [1020, 1009, 1466, 1381]
- kaundanyapur-story: [402, 1243, 1005, 1499]
- section-sep-1: [866, 71, 867, 601]
- short-news-rule: [11, 643, 211, 644]
- melava-block: [1260, 2058, 1474, 2351]
- initiative-col-d: [827, 2158, 1013, 2377]
